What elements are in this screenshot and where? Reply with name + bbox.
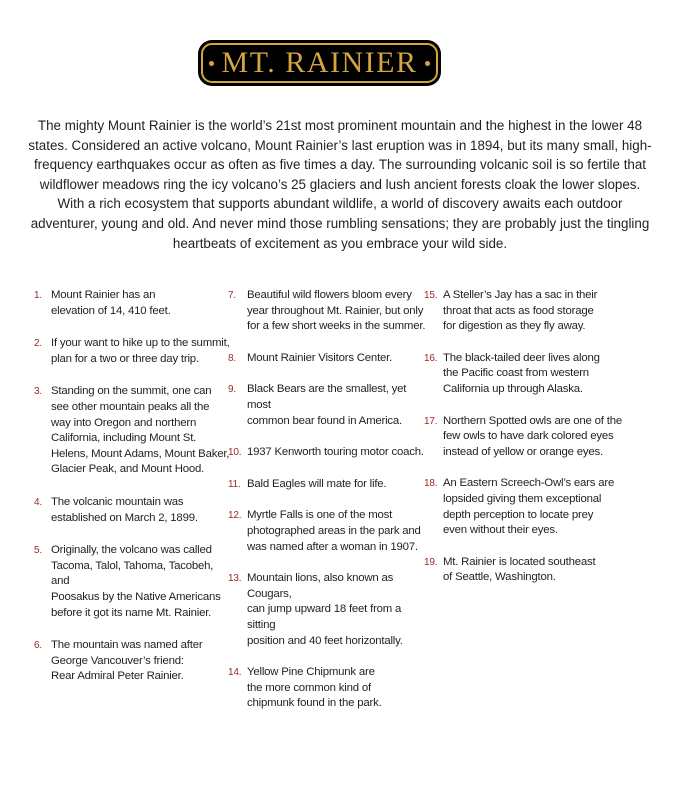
title-plaque bbox=[198, 40, 441, 86]
fact-number: 19. bbox=[424, 556, 438, 568]
page-title: MT. RAINIER bbox=[221, 46, 418, 79]
fact-text: Mountain lions, also known as Cougars, can jump upward 18 feet from a sitting position and 40 feet horizontally. bbox=[247, 572, 403, 647]
fact-number: 1. bbox=[34, 290, 42, 301]
fact-text: Standing on the summit, one can see other mountain peaks all the way into Oregon and northern California, including Mount St. Helens, Mount Adams, Mount Baker, Glacier Peak, and Mount Hood. bbox=[51, 385, 230, 476]
fact-text: A Steller’s Jay has a sac in their throat that acts as food storage for digestion as they fly away. bbox=[443, 289, 598, 333]
fact-text: Black Bears are the smallest, yet most common bear found in America. bbox=[247, 383, 407, 427]
fact-item bbox=[34, 638, 234, 685]
title-plaque-border bbox=[201, 43, 438, 83]
fact-number: 6. bbox=[34, 640, 42, 652]
fact-item bbox=[34, 543, 234, 621]
fact-item bbox=[228, 351, 428, 367]
fact-text: Mount Rainier Visitors Center. bbox=[247, 351, 393, 364]
facts-column-1 bbox=[34, 288, 234, 685]
fact-number: 17. bbox=[424, 415, 438, 427]
fact-number: 11. bbox=[228, 478, 241, 490]
fact-text: Beautiful wild flowers bloom every year throughout Mt. Rainier, but only for a few short weeks in the summer. bbox=[247, 289, 426, 333]
fact-text: Bald Eagles will mate for life. bbox=[247, 477, 387, 490]
fact-number: 9. bbox=[228, 384, 236, 396]
fact-text: Mt. Rainier is located southeast of Seattle, Washington. bbox=[443, 555, 596, 584]
plaque-dot-left bbox=[209, 61, 214, 66]
fact-text: 1937 Kenworth touring motor coach. bbox=[247, 446, 424, 459]
facts-column-2 bbox=[228, 288, 428, 712]
plaque-dot-right bbox=[425, 61, 430, 66]
fact-text: Yellow Pine Chipmunk are the more common kind of chipmunk found in the park. bbox=[247, 666, 382, 710]
fact-number: 8. bbox=[228, 352, 236, 364]
fact-number: 7. bbox=[228, 290, 236, 301]
fact-item bbox=[424, 414, 624, 461]
fact-text: The mountain was named after George Vancouver’s friend: Rear Admiral Peter Rainier. bbox=[51, 639, 203, 683]
fact-item bbox=[34, 495, 234, 526]
fact-number: 2. bbox=[34, 338, 42, 350]
fact-number: 4. bbox=[34, 496, 42, 508]
fact-item bbox=[228, 665, 428, 712]
fact-text: Northern Spotted owls are one of the few owls to have dark colored eyes instead of yellow or orange eyes. bbox=[443, 414, 622, 458]
fact-text: Myrtle Falls is one of the most photographed areas in the park and was named after a woman in 1907. bbox=[247, 509, 421, 553]
fact-item bbox=[424, 555, 624, 586]
fact-number: 13. bbox=[228, 573, 242, 585]
fact-item bbox=[228, 445, 428, 461]
fact-item bbox=[424, 476, 624, 538]
fact-number: 10. bbox=[228, 447, 242, 459]
fact-text: Mount Rainier has an elevation of 14, 410 feet. bbox=[51, 289, 171, 317]
fact-number: 14. bbox=[228, 667, 242, 679]
facts-column-3 bbox=[424, 288, 624, 586]
fact-number: 16. bbox=[424, 352, 438, 364]
fact-number: 5. bbox=[34, 545, 42, 557]
fact-number: 3. bbox=[34, 386, 42, 398]
fact-item bbox=[34, 288, 234, 319]
fact-text: Originally, the volcano was called Tacoma, Talol, Tahoma, Tacobeh, and Poosakus by the Native Americans before it got its name Mt. Rainier. bbox=[51, 544, 221, 619]
fact-item bbox=[228, 477, 428, 493]
fact-item bbox=[228, 571, 428, 649]
fact-item bbox=[424, 288, 624, 335]
fact-item bbox=[34, 336, 234, 367]
fact-number: 12. bbox=[228, 510, 242, 522]
fact-item bbox=[228, 288, 428, 335]
fact-item bbox=[228, 382, 428, 429]
fact-text: The volcanic mountain was established on March 2, 1899. bbox=[51, 495, 198, 524]
fact-item bbox=[424, 351, 624, 398]
fact-text: An Eastern Screech-Owl’s ears are lopsided giving them exceptional depth perception to locate prey even without their eyes. bbox=[443, 477, 615, 537]
fact-text: If your want to hike up to the summit, plan for a two or three day trip. bbox=[51, 337, 230, 365]
fact-text: The black-tailed deer lives along the Pacific coast from western California up through Alaska. bbox=[443, 351, 600, 395]
intro-paragraph: The mighty Mount Rainier is the world’s 21st most prominent mountain and the highest in the lower 48 states. Considered an active volcano, Mount Rainier’s last eruption was in 1894, but its many small, high-frequency earthquakes occur as often as five times a day. The surrounding volcanic soil is so fertile that wildflower meadows ring the icy volcano’s 25 glaciers and lush ancient forests cloak the lower slopes. With a rich ecosystem that supports abundant wildlife, a world of discovery awaits each outdoor adventurer, young and old. And never mind those rumbling sensations; they are probably just the tingling heartbeats of excitement as you embrace your wild side. bbox=[28, 118, 652, 251]
fact-item bbox=[228, 508, 428, 555]
fact-number: 18. bbox=[424, 478, 438, 490]
fact-number: 15. bbox=[424, 290, 438, 301]
fact-item bbox=[34, 384, 234, 478]
